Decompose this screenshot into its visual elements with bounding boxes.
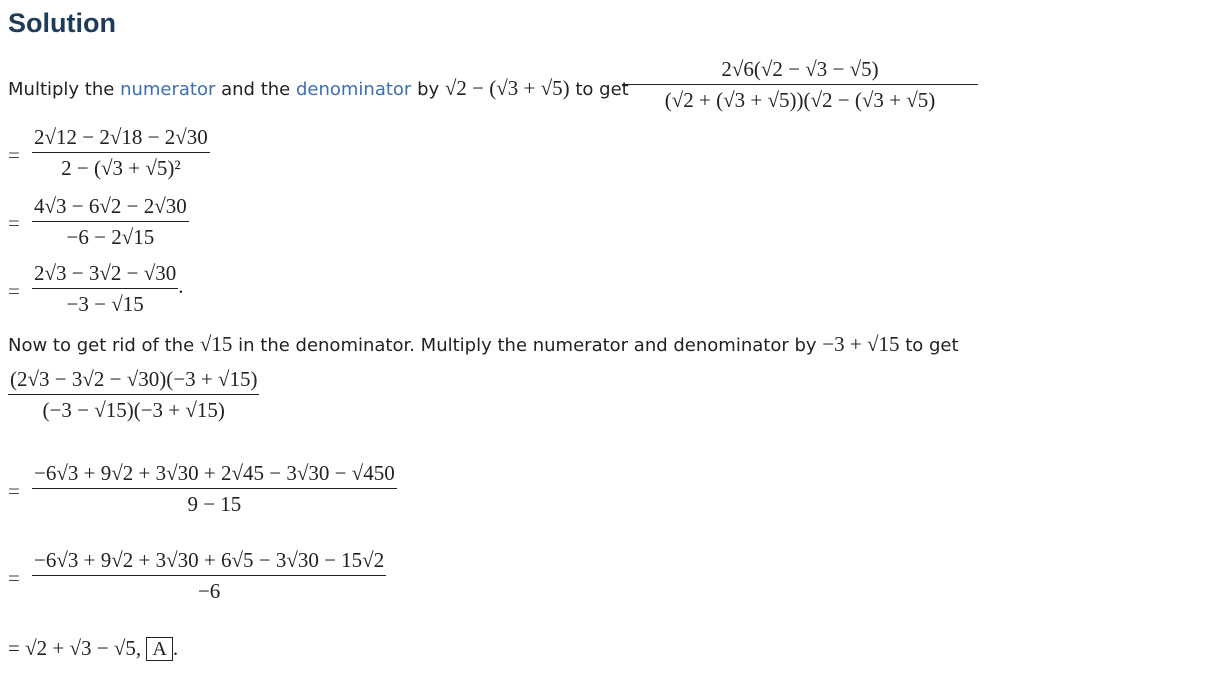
equation-4 [32, 460, 397, 518]
equation-1 [32, 124, 210, 182]
final-answer-line [8, 636, 178, 661]
equals-sign: = [8, 566, 20, 590]
equals-sign: = [8, 211, 20, 235]
step1-result-fraction [622, 56, 978, 114]
fraction-bar [32, 152, 210, 153]
step1-to-get: to get [569, 79, 629, 100]
fraction-numerator: 2√6(√2 − √3 − √5) [721, 57, 879, 81]
step1-by: by [411, 79, 445, 100]
equals-sign: = [8, 279, 20, 303]
equals-sign: = [8, 479, 20, 503]
fraction-bar [32, 221, 189, 222]
step2-term: √15 [199, 332, 233, 356]
step1-multiplier: √2 − (√3 + √5) [444, 76, 570, 100]
fraction-numerator: 2√12 − 2√18 − 2√30 [34, 125, 208, 149]
fraction-numerator: −6√3 + 9√2 + 3√30 + 2√45 − 3√30 − √450 [34, 461, 395, 485]
fraction-numerator: (2√3 − 3√2 − √30)(−3 + √15) [10, 367, 258, 391]
step1-mid: and the [215, 79, 296, 100]
equation-5 [32, 547, 386, 605]
fraction-numerator: 2√3 − 3√2 − √30 [34, 261, 177, 285]
fraction-denominator: 9 − 15 [187, 492, 242, 517]
equation-2 [32, 193, 189, 251]
fraction-bar [622, 84, 978, 85]
answer-box: A [146, 637, 172, 661]
fraction-bar [32, 288, 178, 289]
step2-multiplier: −3 + √15 [822, 332, 900, 356]
numerator-link[interactable]: numerator [120, 79, 216, 100]
step2-prefix: Now to get rid of the [8, 335, 200, 356]
expansion-fraction [8, 366, 259, 424]
denominator-link[interactable]: denominator [295, 79, 412, 100]
fraction-denominator: −6 − 2√15 [66, 225, 155, 250]
step2-suffix: to get [899, 335, 959, 356]
fraction-bar [32, 575, 386, 576]
equation-3: $\frac{2√3 - 3√2 - √30}{-3 - √15}$ . [34, 261, 184, 317]
step1-sentence [8, 76, 629, 101]
page-title: Solution [8, 8, 116, 38]
fraction-denominator: (√2 + (√3 + √5))(√2 − (√3 + √5) [664, 88, 936, 113]
fraction-denominator: 2 − (√3 + √5)² [61, 156, 181, 181]
equals-sign: = [8, 143, 20, 167]
step1-prefix: Multiply the [8, 79, 121, 100]
fraction-bar [32, 488, 397, 489]
fraction-numerator: 4√3 − 6√2 − 2√30 [34, 194, 187, 218]
step2-sentence [8, 332, 959, 357]
fraction-denominator: (−3 − √15)(−3 + √15) [42, 398, 225, 423]
fraction-numerator: −6√3 + 9√2 + 3√30 + 6√5 − 3√30 − 15√2 [34, 548, 385, 572]
step2-mid: in the denominator. Multiply the numerator and denominator by [232, 335, 823, 356]
fraction-denominator: −6 [197, 579, 221, 604]
fraction-bar [8, 394, 259, 395]
fraction-denominator: −3 − √15 [66, 292, 144, 317]
final-expression: = √2 + √3 − √5, [8, 636, 142, 660]
final-period: . [172, 636, 179, 660]
